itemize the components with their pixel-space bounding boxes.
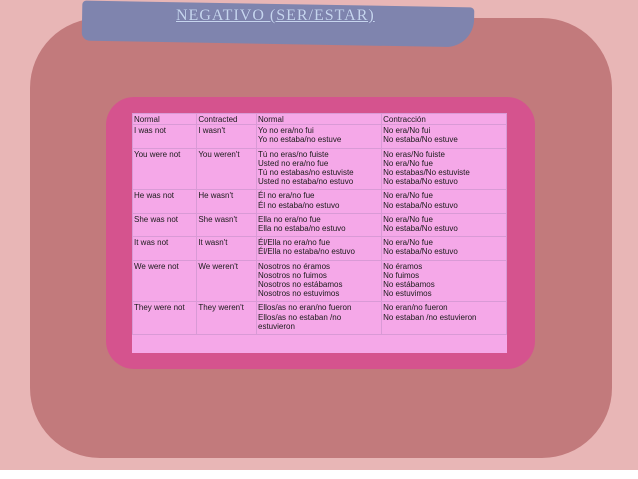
- spanish-contraction-cell: [382, 302, 507, 335]
- english-normal-cell: We were not: [133, 260, 197, 302]
- spanish-contraction-cell: [382, 148, 507, 190]
- table-row: [133, 213, 507, 236]
- english-contracted-cell: She wasn't: [197, 213, 257, 236]
- cell-line: No era/No fue: [383, 238, 433, 248]
- cell-line: No estaba/No estuvo: [383, 224, 458, 234]
- cell-line: No estaba/No estuvo: [383, 177, 458, 187]
- spanish-normal-cell: [257, 260, 382, 302]
- cell-line: No estaban /no estuvieron: [383, 312, 477, 322]
- english-contracted-cell: We weren't: [197, 260, 257, 302]
- cell-line: No era/No fue: [383, 158, 433, 168]
- cell-line: No estábamos: [383, 280, 435, 290]
- cell-line: No eras/No fuiste: [383, 149, 445, 159]
- cell-line: Nosotros no estábamos: [258, 280, 343, 290]
- cell-line: No estuvimos: [383, 289, 432, 299]
- negation-table: [132, 113, 507, 335]
- english-contracted-cell: They weren't: [197, 302, 257, 335]
- table-row: [133, 260, 507, 302]
- cell-line: No eran/no fueron: [383, 303, 448, 313]
- table-row: [133, 237, 507, 260]
- spanish-normal-cell: [257, 190, 382, 213]
- spanish-normal-cell: [257, 125, 382, 148]
- english-normal-cell: You were not: [133, 148, 197, 190]
- cell-line: Nosotros no éramos: [258, 261, 331, 271]
- table-row: [133, 302, 507, 335]
- cell-line: Él no era/no fue: [258, 191, 315, 201]
- table-row: [133, 125, 507, 148]
- cell-line: Tú no estabas/no estuviste: [258, 168, 354, 178]
- header-cell: Contracción: [382, 114, 507, 125]
- cell-line: No fuimos: [383, 270, 420, 280]
- cell-line: Tú no eras/no fuiste: [258, 149, 329, 159]
- cell-line: No estabas/No estuviste: [383, 168, 470, 178]
- english-normal-cell: She was not: [133, 213, 197, 236]
- cell-line: No estaba/No estuvo: [383, 200, 458, 210]
- cell-line: No era/No fui: [383, 126, 431, 136]
- table-row: [133, 190, 507, 213]
- english-contracted-cell: I wasn't: [197, 125, 257, 148]
- cell-line: estuvieron: [258, 321, 295, 331]
- cell-line: Ella no era/no fue: [258, 214, 321, 224]
- header-cell: Contracted: [197, 114, 257, 125]
- spanish-normal-cell: [257, 148, 382, 190]
- english-normal-cell: I was not: [133, 125, 197, 148]
- cell-line: Ellos/as no eran/no fueron: [258, 303, 352, 313]
- english-contracted-cell: It wasn't: [197, 237, 257, 260]
- cell-line: Nosotros no estuvimos: [258, 289, 340, 299]
- spanish-normal-cell: [257, 237, 382, 260]
- header-cell: Normal: [257, 114, 382, 125]
- cell-line: No éramos: [383, 261, 423, 271]
- spanish-contraction-cell: [382, 260, 507, 302]
- cell-line: No estaba/No estuve: [383, 135, 458, 145]
- slide-title: NEGATIVO (SER/ESTAR): [176, 7, 375, 24]
- english-normal-cell: They were not: [133, 302, 197, 335]
- cell-line: Ellos/as no estaban /no: [258, 312, 342, 322]
- cell-line: No era/No fue: [383, 191, 433, 201]
- cell-line: Yo no era/no fui: [258, 126, 314, 136]
- cell-line: Él/Ella no estaba/no estuvo: [258, 247, 355, 257]
- header-cell: Normal: [133, 114, 197, 125]
- spanish-normal-cell: [257, 213, 382, 236]
- spanish-contraction-cell: [382, 190, 507, 213]
- bottom-strip: [0, 470, 638, 479]
- cell-line: Él no estaba/no estuvo: [258, 200, 340, 210]
- cell-line: Yo no estaba/no estuve: [258, 135, 342, 145]
- spanish-contraction-cell: [382, 237, 507, 260]
- table-header-row: [133, 114, 507, 125]
- cell-line: No estaba/No estuvo: [383, 247, 458, 257]
- cell-line: Ella no estaba/no estuvo: [258, 224, 346, 234]
- english-contracted-cell: You weren't: [197, 148, 257, 190]
- spanish-normal-cell: [257, 302, 382, 335]
- cell-line: Usted no era/no fue: [258, 158, 329, 168]
- english-normal-cell: It was not: [133, 237, 197, 260]
- table-container: [132, 113, 507, 353]
- english-normal-cell: He was not: [133, 190, 197, 213]
- cell-line: No era/No fue: [383, 214, 433, 224]
- cell-line: Usted no estaba/no estuvo: [258, 177, 354, 187]
- table-row: [133, 148, 507, 190]
- cell-line: Él/Ella no era/no fue: [258, 238, 331, 248]
- english-contracted-cell: He wasn't: [197, 190, 257, 213]
- spanish-contraction-cell: [382, 213, 507, 236]
- cell-line: Nosotros no fuimos: [258, 270, 327, 280]
- spanish-contraction-cell: [382, 125, 507, 148]
